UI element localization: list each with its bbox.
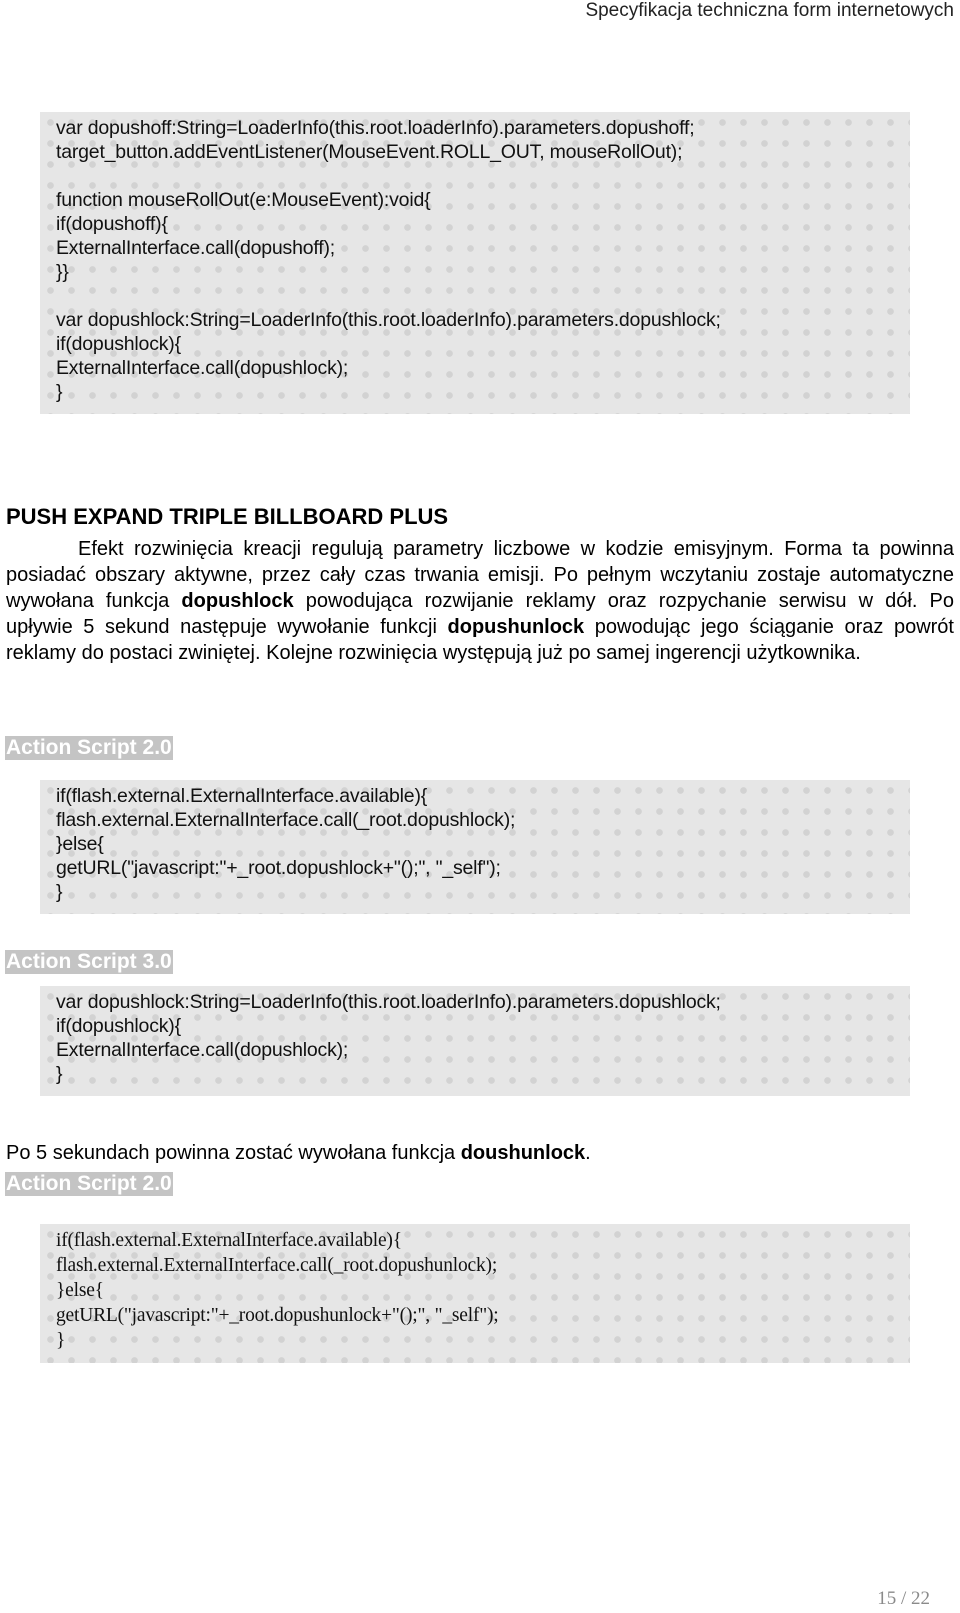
code-line: target_button.addEventListener(MouseEvent.ROLL_OUT, mouseRollOut); bbox=[56, 141, 683, 163]
code-line: getURL("javascript:"+_root.dopushlock+"();", "_self"); bbox=[56, 857, 501, 879]
function-name-dopushlock: dopushlock bbox=[181, 590, 294, 612]
code-line: if(dopushlock){ bbox=[56, 333, 181, 355]
code-block-rollout bbox=[40, 112, 910, 414]
description-text: powodująca rozwijanie reklamy oraz rozpychanie serwisu w dół. Po upływie 5 sekund następuje wywołanie funkcji bbox=[6, 590, 955, 638]
unlock-note bbox=[6, 1142, 591, 1165]
code-line: if(dopushlock){ bbox=[56, 1015, 181, 1037]
label-action-script-2: Action Script 2.0 bbox=[6, 736, 172, 759]
code-block-as3-lock bbox=[40, 986, 910, 1096]
section-heading: PUSH EXPAND TRIPLE BILLBOARD PLUS bbox=[6, 504, 449, 529]
code-line: } bbox=[56, 1063, 63, 1085]
code-line: flash.external.ExternalInterface.call(_root.dopushunlock); bbox=[56, 1255, 498, 1276]
code-line: } bbox=[56, 1330, 66, 1351]
description-text: powodując jego ściąganie oraz powrót reklamy do postaci zwiniętej. Kolejne rozwinięcia występują już po samej ingerencji użytkownika. bbox=[6, 616, 954, 664]
code-line: ExternalInterface.call(dopushlock); bbox=[56, 357, 349, 379]
code-line: function mouseRollOut(e:MouseEvent):void{ bbox=[56, 189, 431, 211]
code-line: var dopushlock:String=LoaderInfo(this.root.loaderInfo).parameters.dopushlock; bbox=[56, 309, 721, 331]
code-line: } bbox=[56, 381, 63, 403]
code-gap bbox=[56, 284, 910, 308]
description-text: Efekt rozwinięcia kreacji regulują parametry liczbowe w kodzie emisyjnym. Forma ta powinna posiadać obszary aktywne, przez cały czas trwania emisji. Po pełnym wczytaniu zostaje automatyczne wywołana funkcja bbox=[6, 538, 954, 612]
code-line: var dopushlock:String=LoaderInfo(this.root.loaderInfo).parameters.dopushlock; bbox=[56, 991, 721, 1013]
code-line: }} bbox=[56, 261, 69, 283]
code-gap bbox=[56, 164, 910, 188]
code-block-as2-unlock bbox=[40, 1224, 910, 1363]
code-line: flash.external.ExternalInterface.call(_root.dopushlock); bbox=[56, 809, 516, 831]
note-end: . bbox=[585, 1142, 591, 1164]
code-line: var dopushoff:String=LoaderInfo(this.root.loaderInfo).parameters.dopushoff; bbox=[56, 117, 695, 139]
code-line: }else{ bbox=[56, 1280, 104, 1301]
page-number: 15 / 22 bbox=[877, 1588, 930, 1609]
label-action-script-3: Action Script 3.0 bbox=[6, 950, 172, 973]
function-name-doushunlock: doushunlock bbox=[460, 1142, 586, 1164]
code-line: } bbox=[56, 881, 63, 903]
page-header: Specyfikacja techniczna form internetowych bbox=[585, 0, 954, 21]
note-text: Po 5 sekundach powinna zostać wywołana funkcja bbox=[6, 1142, 461, 1164]
code-line: if(dopushoff){ bbox=[56, 213, 168, 235]
code-block-as2-lock bbox=[40, 780, 910, 914]
code-line: ExternalInterface.call(dopushlock); bbox=[56, 1039, 349, 1061]
code-line: ExternalInterface.call(dopushoff); bbox=[56, 237, 335, 259]
code-line: if(flash.external.ExternalInterface.available){ bbox=[56, 1230, 402, 1251]
label-action-script-2-unlock: Action Script 2.0 bbox=[6, 1172, 172, 1195]
code-line: getURL("javascript:"+_root.dopushunlock+"();", "_self"); bbox=[56, 1305, 499, 1326]
section-description bbox=[6, 536, 954, 666]
function-name-dopushunlock: dopushunlock bbox=[447, 616, 585, 638]
code-line: if(flash.external.ExternalInterface.available){ bbox=[56, 785, 428, 807]
code-line: }else{ bbox=[56, 833, 104, 855]
